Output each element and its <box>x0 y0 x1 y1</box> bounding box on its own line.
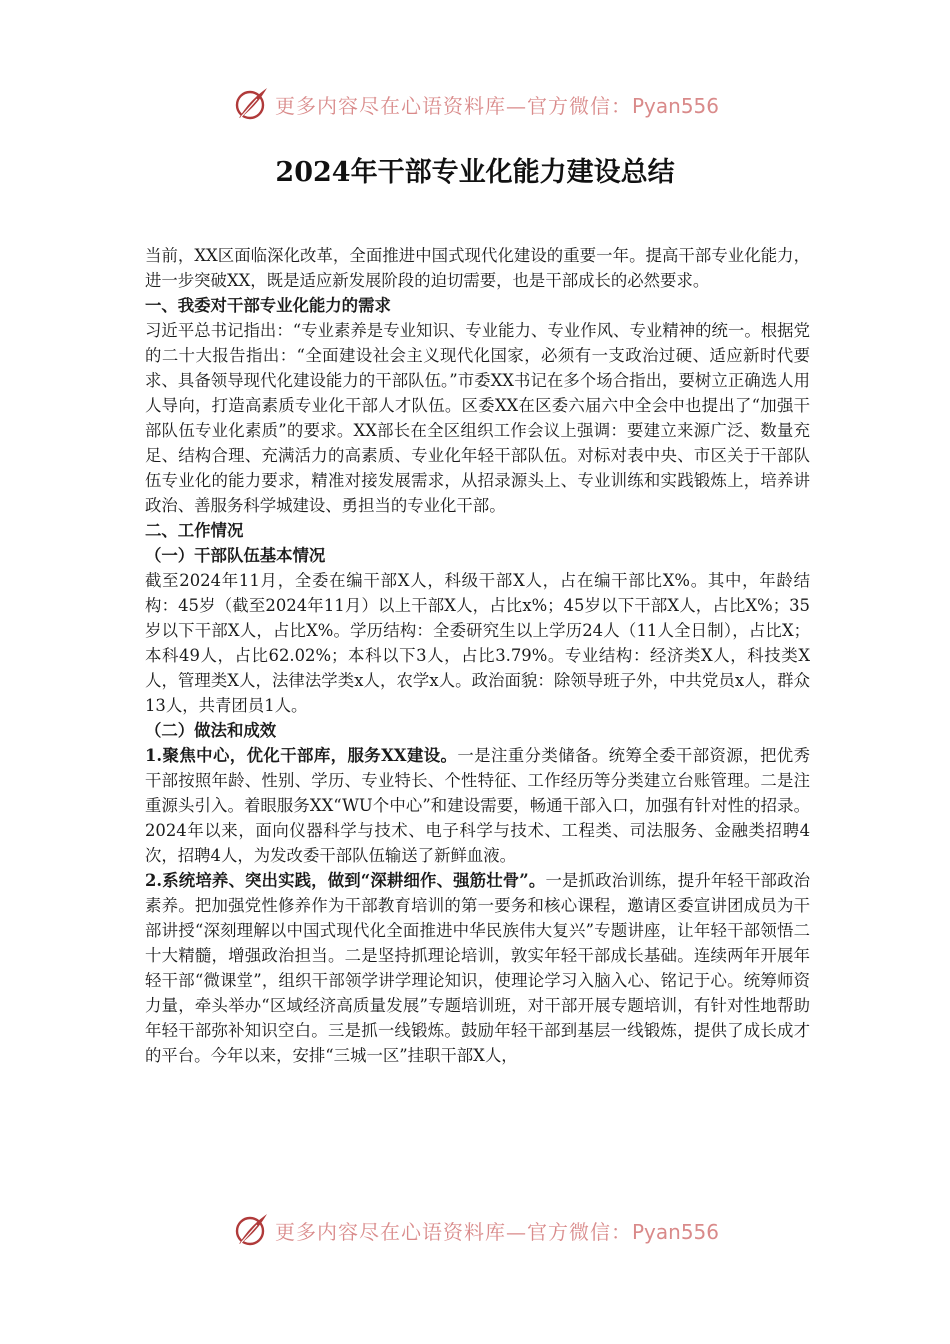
intro-paragraph: 当前，XX区面临深化改革，全面推进中国式现代化建设的重要一年。提高干部专业化能力，进一步突破XX，既是适应新发展阶段的迫切需要，也是干部成长的必然要求。 <box>145 246 810 290</box>
banner-wechat-id: Pyan556 <box>631 93 719 118</box>
document-title: 2024年干部专业化能力建设总结 <box>275 157 675 188</box>
banner-text-cn: 更多内容尽在心语资料库—官方微信： <box>274 93 632 118</box>
feather-pen-logo-icon <box>231 1210 271 1250</box>
banner-text-cn: 更多内容尽在心语资料库—官方微信： <box>274 1219 632 1244</box>
header-banner <box>0 84 950 124</box>
subsection1-paragraph: 截至2024年11月，全委在编干部X人，科级干部X人，占在编干部比X%。其中，年龄结构：45岁（截至2024年11月）以上干部X人，占比x%；45岁以下干部X人，占比X%；35岁以下干部X人，占比X%。学历结构：全委研究生以上学历24人（11人全日制），占比X；本科49人，占比62.02%；本科以下3人，占比3.79%。专业结构：经济类X人，科技类X人，管理类X人，法律法学类x人，农学x人。政治面貌：除领导班子外，中共党员x人，群众13人，共青团员1人。 <box>145 571 810 715</box>
item1-text: 一是注重分类储备。统筹全委干部资源，把优秀干部按照年龄、性别、学历、专业特长、个性特征、工作经历等分类建立台账管理。二是注重源头引入。着眼服务XX“WU个中心”和建设需要，畅通干部入口，加强有针对性的招录。2024年以来，面向仪器科学与技术、电子科学与技术、工程类、司法服务、金融类招聘4次，招聘4人，为发改委干部队伍输送了新鲜血液。 <box>145 746 810 865</box>
section1-paragraph: 习近平总书记指出：“专业素养是专业知识、专业能力、专业作风、专业精神的统一。根据党的二十大报告指出：“全面建设社会主义现代化国家，必须有一支政治过硬、适应新时代要求、具备领导现代化建设能力的干部队伍。”市委XX书记在多个场合指出，要树立正确选人用人导向，打造高素质专业化干部人才队伍。区委XX在区委六届六中全会中也提出了“加强干部队伍专业化素质”的要求。XX部长在全区组织工作会议上强调：要建立来源广泛、数量充足、结构合理、充满活力的高素质、专业化年轻干部队伍。对标对表中央、市区关于干部队伍专业化的能力要求，精准对接发展需求，从招录源头上、专业训练和实践锻炼上，培养讲政治、善服务科学城建设、勇担当的专业化干部。 <box>145 321 810 515</box>
item1-paragraph <box>145 743 810 868</box>
document-body <box>145 243 810 1068</box>
section1-heading: 一、我委对干部专业化能力的需求 <box>145 296 391 315</box>
item1-lead: 1.聚焦中心，优化干部库，服务XX建设。 <box>145 746 458 765</box>
footer-banner <box>0 1210 950 1250</box>
item2-paragraph <box>145 868 810 1068</box>
section2-heading: 二、工作情况 <box>145 521 244 540</box>
subsection1-heading: （一）干部队伍基本情况 <box>145 546 326 565</box>
item2-lead: 2.系统培养、突出实践，做到“深耕细作、强筋壮骨”。 <box>145 871 546 890</box>
item2-text: 一是抓政治训练，提升年轻干部政治素养。把加强党性修养作为干部教育培训的第一要务和核心课程，邀请区委宣讲团成员为干部讲授“深刻理解以中国式现代化全面推进中华民族伟大复兴”专题讲座，让年轻干部领悟二十大精髓，增强政治担当。二是坚持抓理论培训，敦实年轻干部成长基础。连续两年开展年轻干部“微课堂”，组织干部领学讲学理论知识，使理论学习入脑入心、铭记于心。统筹师资力量，牵头举办“区域经济高质量发展”专题培训班，对干部开展专题培训，有针对性地帮助年轻干部弥补知识空白。三是抓一线锻炼。鼓励年轻干部到基层一线锻炼，提供了成长成才的平台。今年以来，安排“三城一区”挂职干部X人， <box>145 871 811 1065</box>
feather-pen-logo-icon <box>231 84 271 124</box>
banner-wechat-id: Pyan556 <box>631 1219 719 1244</box>
subsection2-heading: （二）做法和成效 <box>145 721 277 740</box>
